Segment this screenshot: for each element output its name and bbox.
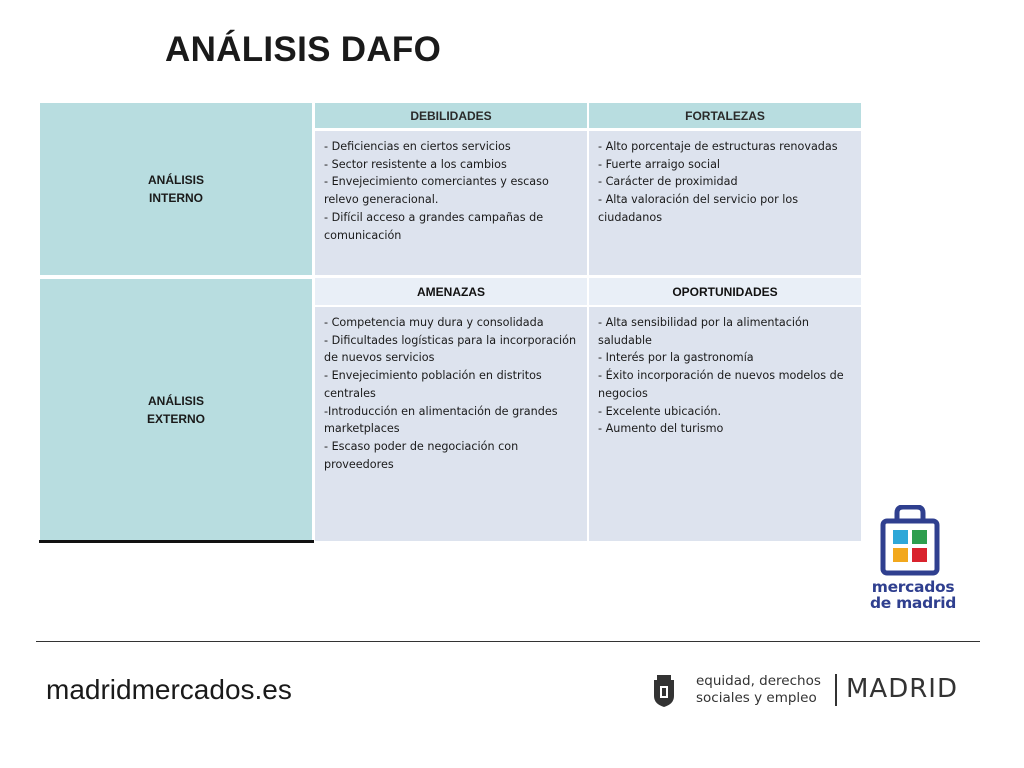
- threats-header: AMENAZAS: [315, 278, 587, 305]
- threat-item: - Dificultades logísticas para la incorporación de nuevos servicios: [324, 333, 577, 365]
- weaknesses-header: DEBILIDADES: [315, 103, 587, 128]
- threat-item: - Competencia muy dura y consolidada: [324, 316, 544, 329]
- opportunity-item: - Interés por la gastronomía: [598, 351, 754, 365]
- weakness-item: - Deficiencias en ciertos servicios: [324, 140, 511, 153]
- threats-content: [315, 307, 587, 541]
- footer-url: madridmercados.es: [46, 674, 292, 705]
- strength-item: - Carácter de proximidad: [598, 175, 738, 189]
- opportunity-item: - Aumento del turismo: [598, 422, 724, 436]
- strength-item: - Fuerte arraigo social: [598, 157, 721, 171]
- strength-item: - Alto porcentaje de estructuras renovadas: [598, 140, 838, 153]
- weakness-item: - Difícil acceso a grandes campañas de comunicación: [324, 210, 544, 242]
- madrid-wordmark: MADRID: [846, 674, 958, 704]
- opportunity-item: - Alta sensibilidad por la alimentación saludable: [598, 316, 809, 347]
- weakness-item: - Sector resistente a los cambios: [324, 157, 507, 171]
- table-bottom-rule: [39, 540, 314, 543]
- external-analysis-label: [40, 279, 312, 541]
- mercados-line1: mercados: [871, 578, 955, 596]
- internal-label-line2: INTERNO: [148, 191, 203, 205]
- mercados-line2: de madrid: [869, 594, 957, 612]
- mercados-logo-text: [860, 579, 966, 611]
- threat-item: - Envejecimiento población en distritos centrales: [324, 369, 542, 400]
- strengths-content: [589, 131, 861, 275]
- strength-item: - Alta valoración del servicio por los ciudadanos: [598, 193, 799, 224]
- threat-item: - Escaso poder de negociación con proveedores: [324, 439, 519, 471]
- internal-label-line1: ANÁLISIS: [147, 173, 204, 187]
- logo-separator: [835, 674, 837, 706]
- opportunity-item: - Excelente ubicación.: [598, 404, 722, 418]
- weakness-item: - Envejecimiento comerciantes y escaso relevo generacional.: [324, 175, 549, 207]
- strengths-header: FORTALEZAS: [589, 103, 861, 128]
- madrid-crest-icon: [652, 674, 676, 708]
- mercados-bag-icon: [877, 505, 943, 577]
- department-line2: sociales y empleo: [696, 690, 817, 706]
- opportunities-content: [589, 307, 861, 541]
- department-line1: equidad, derechos: [696, 673, 821, 689]
- threat-item: -Introducción en alimentación de grandes marketplaces: [324, 404, 558, 436]
- weaknesses-content: [315, 131, 587, 275]
- footer-divider: [36, 641, 980, 642]
- department-name: [696, 673, 821, 707]
- opportunities-header: OPORTUNIDADES: [589, 278, 861, 305]
- external-label-line1: ANÁLISIS: [147, 394, 204, 408]
- external-label-line2: EXTERNO: [146, 412, 205, 426]
- opportunity-item: - Éxito incorporación de nuevos modelos de negocios: [598, 369, 844, 400]
- page-title: ANÁLISIS DAFO: [165, 30, 442, 69]
- internal-analysis-label: [40, 103, 312, 275]
